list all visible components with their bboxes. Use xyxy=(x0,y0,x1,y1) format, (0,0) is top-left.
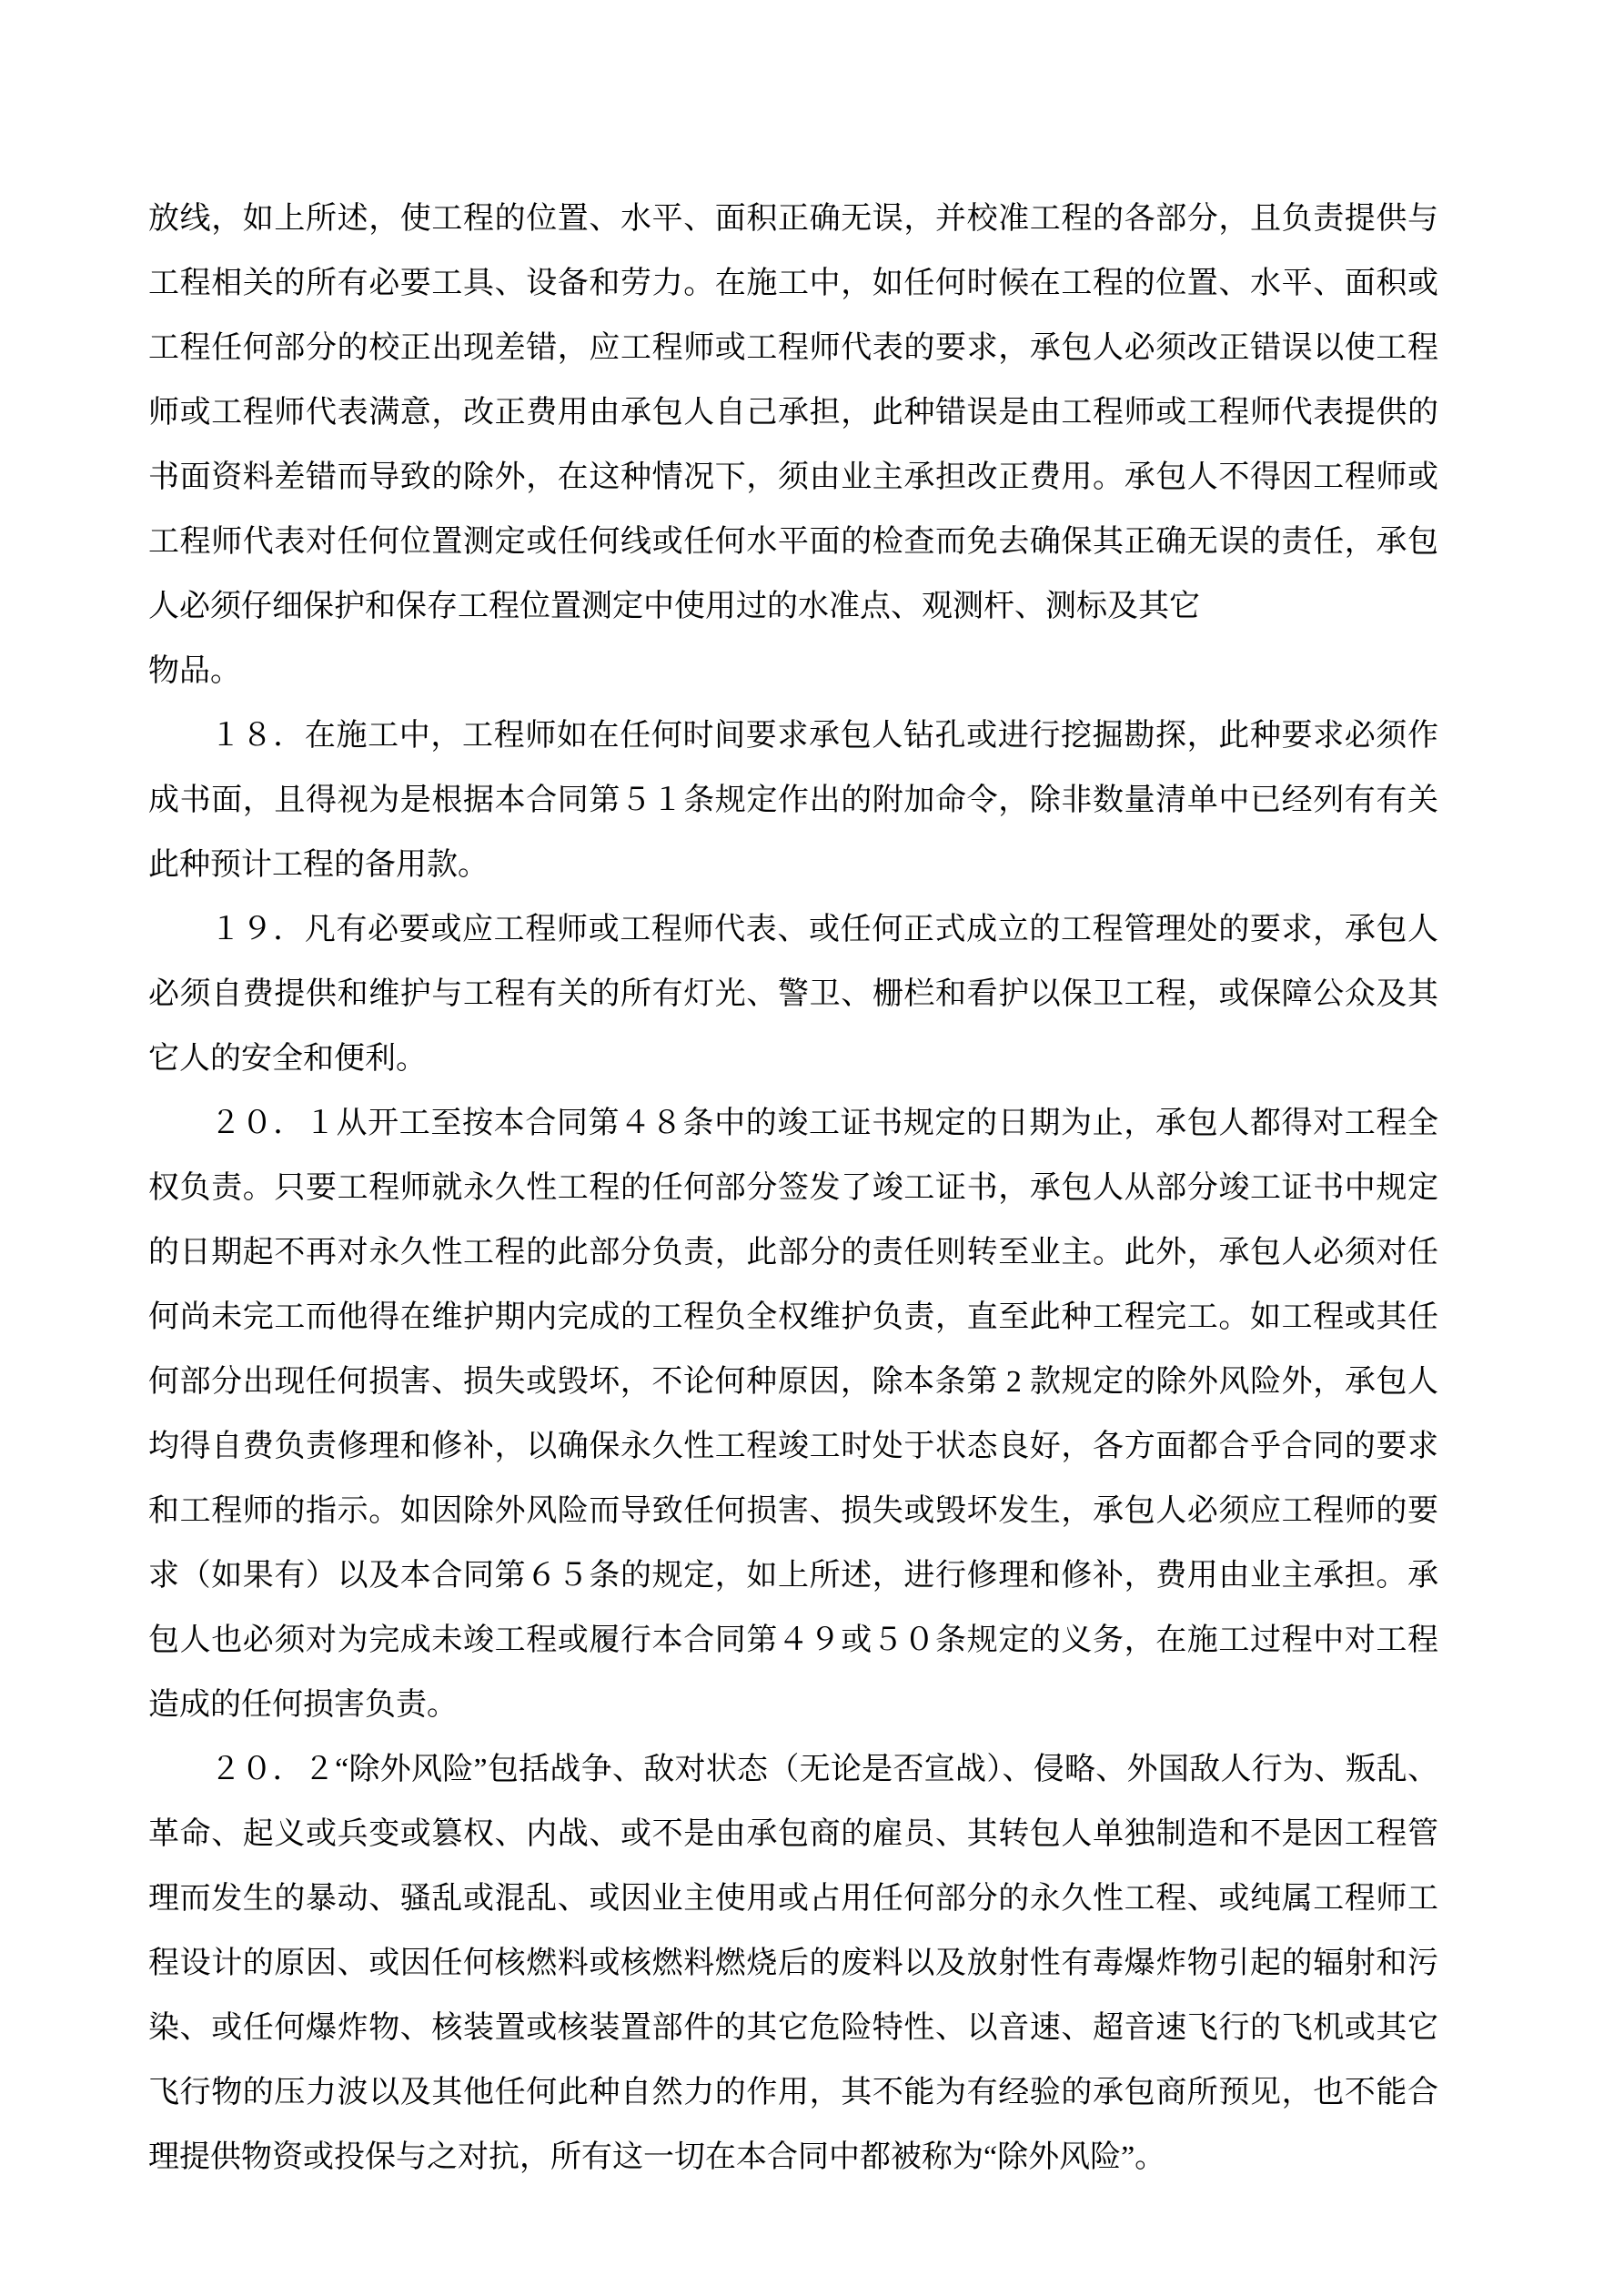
paragraph: 放线，如上所述，使工程的位置、水平、面积正确无误，并校准工程的各部分，且负责提供与工程相关的所有必要工具、设备和劳力。在施工中，如任何时候在工程的位置、水平、面积或工程任何部分的校正出现差错，应工程师或工程师代表的要求，承包人必须改正错误以使工程师或工程师代表满意，改正费用由承包人自己承担，此种错误是由工程师或工程师代表提供的书面资料差错而导致的除外，在这种情况下，须由业主承担改正费用。承包人不得因工程师或工程师代表对任何位置测定或任何线或任何水平面的检查而免去确保其正确无误的责任，承包人必须仔细保护和保存工程位置测定中使用过的水准点、观测杆、测标及其它 xyxy=(148,202,1438,623)
paragraph: ２０．１从开工至按本合同第４８条中的竣工证书规定的日期为止，承包人都得对工程全权负责。只要工程师就永久性工程的任何部分签发了竣工证书，承包人从部分竣工证书中规定的日期起不再对永久性工程的此部分负责，此部分的责任则转至业主。此外，承包人必须对任何尚未完工而他得在维护期内完成的工程负全权维护负责，直至此种工程完工。如工程或其任何部分出现任何损害、损失或毁坏，不论何种原因，除本条第 2 款规定的除外风险外，承包人均得自费负责修理和修补，以确保永久性工程竣工时处于状态良好，各方面都合乎合同的要求和工程师的指示。如因除外风险而导致任何损害、损失或毁坏发生，承包人必须应工程师的要求（如果有）以及本合同第６５条的规定，如上所述，进行修理和修补，费用由业主承担。承包人也必须对为完成未竣工程或履行本合同第４９或５０条规定的义务，在施工过程中对工程造成的任何损害负责。 xyxy=(148,1107,1438,1722)
paragraph: １８．在施工中，工程师如在任何时间要求承包人钻孔或进行挖掘勘探，此种要求必须作成书面，且得视为是根据本合同第５１条规定作出的附加命令，除非数量清单中已经列有有关此种预计工程的备用款。 xyxy=(148,719,1438,882)
paragraph: １９．凡有必要或应工程师或工程师代表、或任何正式成立的工程管理处的要求，承包人必须自费提供和维护与工程有关的所有灯光、警卫、栅栏和看护以保卫工程，或保障公众及其它人的安全和便利。 xyxy=(148,913,1438,1076)
contract-text-block xyxy=(148,187,1438,2190)
paragraph: 物品。 xyxy=(148,654,241,688)
paragraph: ２０．２“除外风险”包括战争、敌对状态（无论是否宣战）、侵略、外国敌人行为、叛乱、革命、起义或兵变或篡权、内战、或不是由承包商的雇员、其转包人单独制造和不是因工程管理而发生的暴动、骚乱或混乱、或因业主使用或占用任何部分的永久性工程、或纯属工程师工程设计的原因、或因任何核燃料或核燃料燃烧后的废料以及放射性有毒爆炸物引起的辐射和污染、或任何爆炸物、核装置或核装置部件的其它危险特性、以音速、超音速飞行的飞机或其它飞行物的压力波以及其他任何此种自然力的作用，其不能为有经验的承包商所预见，也不能合理提供物资或投保与之对抗，所有这一切在本合同中都被称为“除外风险”。 xyxy=(148,1753,1438,2174)
